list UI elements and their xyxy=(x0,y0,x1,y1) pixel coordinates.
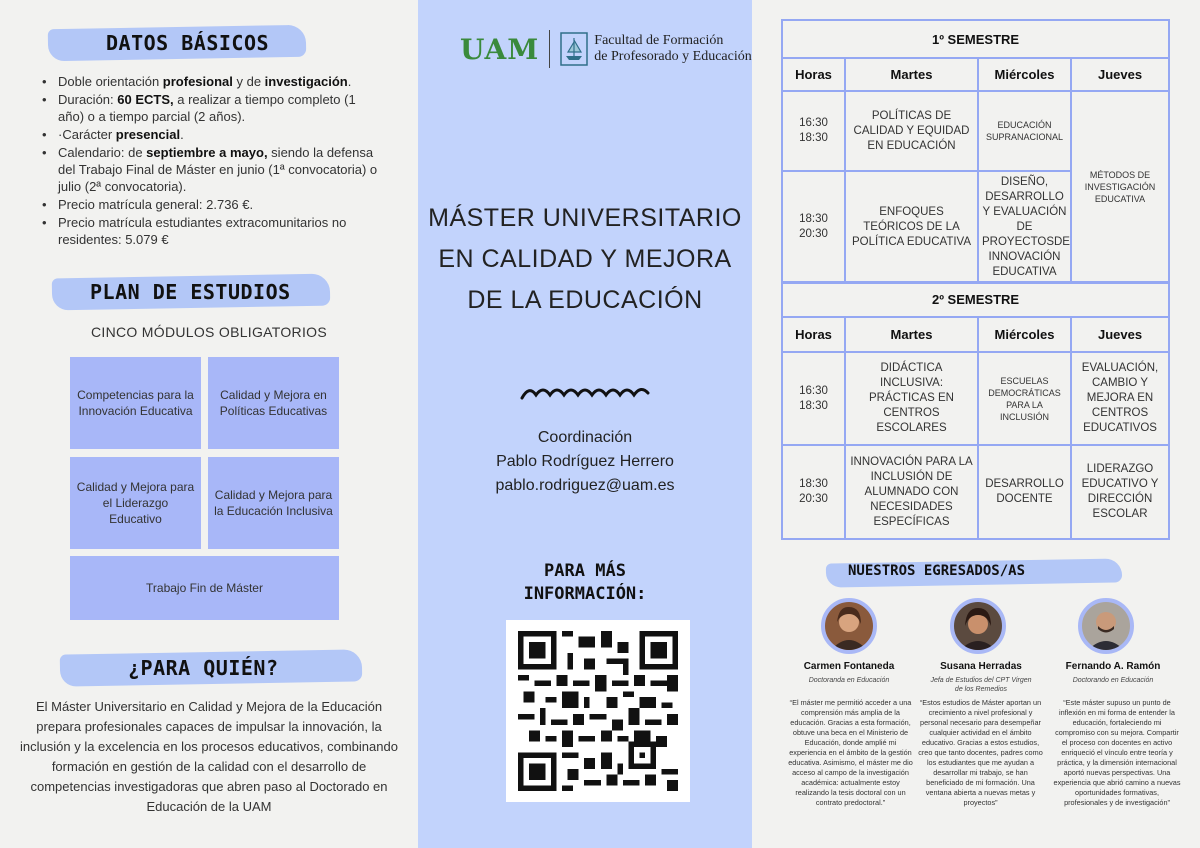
graduate-quote: “El máster me permitió acceder a una comprensión más amplia de la educación. Gracias a esta formación, obtuve una beca en el Ministerio de Educación, donde amplié mi experiencia en el ámbito de la gestión educativa. Asimismo, el máster me dio acceso al campo de la investigación académica: actualmente estoy realizando la tesis doctoral con un contrato predoctoral.” xyxy=(788,698,913,807)
table-cell: 16:30 18:30 xyxy=(782,352,845,445)
table-cell: 18:30 20:30 xyxy=(782,171,845,283)
header-jueves: Jueves xyxy=(1071,317,1169,352)
faculty-line1: Facultad de Formación xyxy=(594,33,724,48)
table-cell: DIDÁCTICA INCLUSIVA: PRÁCTICAS EN CENTROS ESCOLARES xyxy=(845,352,978,445)
squiggle-divider xyxy=(520,383,650,403)
schedule-sem2 xyxy=(781,281,1170,540)
module-innovacion: Competencias para la Innovación Educativa xyxy=(70,357,201,449)
module-tfm: Trabajo Fin de Máster xyxy=(70,556,339,620)
module-liderazgo: Calidad y Mejora para el Liderazgo Educativo xyxy=(70,457,201,549)
table-cell: DESARROLLO DOCENTE xyxy=(978,445,1071,539)
graduate-name: Fernando A. Ramón xyxy=(1065,661,1161,672)
avatar xyxy=(821,598,877,654)
qr-code-icon xyxy=(518,631,678,791)
table-cell: ESCUELAS DEMOCRÁTICAS PARA LA INCLUSIÓN xyxy=(978,352,1071,445)
table-cell: ENFOQUES TEÓRICOS DE LA POLÍTICA EDUCATIVA xyxy=(845,171,978,283)
uam-logo: UAM xyxy=(460,32,540,66)
center-column xyxy=(418,0,752,848)
coordination-block xyxy=(418,426,752,498)
coord-name: Pablo Rodríguez Herrero xyxy=(496,453,674,470)
person-icon xyxy=(1082,602,1130,650)
table-cell: INNOVACIÓN PARA LA INCLUSIÓN DE ALUMNADO CON NECESIDADES ESPECÍFICAS xyxy=(845,445,978,539)
table-cell: EVALUACIÓN, CAMBIO Y MEJORA EN CENTROS EDUCATIVOS xyxy=(1071,352,1169,445)
graduate-quote: “Este máster supuso un punto de inflexión en mi forma de entender la educación, fortaleciendo mi compromiso con su mejora. Compartir el proceso con docentes en activo enriqueció el vínculo entre teoría y práctica, y la dimensión internacional aportó nuevas perspectivas. Una experiencia que abrió camino a nuevas oportunidades formativas, profesionales y de investigación” xyxy=(1053,698,1181,807)
sem1-title: 1º SEMESTRE xyxy=(782,20,1169,58)
person-icon xyxy=(825,602,873,650)
left-column xyxy=(0,0,418,848)
paraquien-heading: ¿PARA QUIÉN? xyxy=(128,656,279,680)
uam-logo-block xyxy=(460,30,752,68)
coord-email[interactable]: pablo.rodriguez@uam.es xyxy=(495,477,675,494)
module-politicas: Calidad y Mejora en Políticas Educativas xyxy=(208,357,339,449)
modules-subheading: CINCO MÓDULOS OBLIGATORIOS xyxy=(91,324,327,340)
list-item: • Precio matrícula estudiantes extracomunitarios no residentes: 5.079 € xyxy=(40,214,380,248)
list-item: • Calendario: de septiembre a mayo, siendo la defensa del Trabajo Final de Máster en junio (1ª convocatoria) o julio (2ª convocatoria). xyxy=(40,144,380,195)
graduate-role: Doctoranda en Educación xyxy=(808,677,890,684)
graduate-name: Carmen Fontaneda xyxy=(803,661,895,672)
header-horas: Horas xyxy=(782,58,845,91)
plan-heading: PLAN DE ESTUDIOS xyxy=(90,280,291,304)
header-horas: Horas xyxy=(782,317,845,352)
datos-list xyxy=(40,73,380,249)
table-cell: POLÍTICAS DE CALIDAD Y EQUIDAD EN EDUCACIÓN xyxy=(845,91,978,171)
header-miercoles: Miércoles xyxy=(978,317,1071,352)
header-jueves: Jueves xyxy=(1071,58,1169,91)
table-cell: DISEÑO, DESARROLLO Y EVALUACIÓN DE PROYECTOSDE INNOVACIÓN EDUCATIVA xyxy=(978,171,1071,283)
paraquien-text: El Máster Universitario en Calidad y Mejora de la Educación prepara profesionales capaces de impulsar la innovación, la inclusión y la excelencia en los procesos educativos, combinando formación en gestión de la calidad con el desarrollo de competencias investigadoras que abren paso al Doctorado en Educación de la UAM xyxy=(20,699,398,814)
graduate-quote: “Estos estudios de Máster aportan un crecimiento a nivel profesional y personal necesario para desempeñar cualquier actividad en el ámbito educativo. Gracias a estos estudios, creo que tanto docentes, padres como los estudiantes que me ayudan a desarrollar mi trabajo, se han beneficiado de mi formación. Una ventana abierta a nuevas metas y proyectos” xyxy=(918,698,1043,807)
person-icon xyxy=(954,602,1002,650)
table-cell: MÉTODOS DE INVESTIGACIÓN EDUCATIVA xyxy=(1071,91,1169,283)
header-miercoles: Miércoles xyxy=(978,58,1071,91)
schedule-sem1 xyxy=(781,19,1170,284)
list-item: • Duración: 60 ECTS, a realizar a tiempo completo (1 año) o a tiempo parcial (2 años). xyxy=(40,91,380,125)
table-cell: EDUCACIÓN SUPRANACIONAL xyxy=(978,91,1071,171)
table-cell: 16:30 18:30 xyxy=(782,91,845,171)
header-martes: Martes xyxy=(845,317,978,352)
table-cell: LIDERAZGO EDUCATIVO Y DIRECCIÓN ESCOLAR xyxy=(1071,445,1169,539)
qr-code[interactable] xyxy=(506,620,690,802)
header-martes: Martes xyxy=(845,58,978,91)
list-item: • Doble orientación profesional y de investigación. xyxy=(40,73,380,90)
avatar xyxy=(950,598,1006,654)
graduate-role: Jefa de Estudios del CPT Virgen de los Remedios xyxy=(930,677,1032,693)
coord-label: Coordinación xyxy=(537,429,633,446)
faculty-line2: de Profesorado y Educación xyxy=(594,49,752,64)
faculty-name xyxy=(594,33,751,65)
ship-emblem-icon xyxy=(560,32,588,66)
graduate-role: Doctorando en Educación xyxy=(1072,677,1154,684)
graduates-heading: NUESTROS EGRESADOS/AS xyxy=(848,563,1026,579)
sem2-title: 2º SEMESTRE xyxy=(782,282,1169,317)
graduate-name: Susana Herradas xyxy=(940,661,1022,672)
table-cell: 18:30 20:30 xyxy=(782,445,845,539)
master-title: MÁSTER UNIVERSITARIO EN CALIDAD Y MEJORA DE LA EDUCACIÓN xyxy=(428,204,742,314)
datos-heading: DATOS BÁSICOS xyxy=(106,31,270,55)
module-inclusiva: Calidad y Mejora para la Educación Inclusiva xyxy=(208,457,339,549)
avatar xyxy=(1078,598,1134,654)
list-item: • Precio matrícula general: 2.736 €. xyxy=(40,196,380,213)
list-item: • ·Carácter presencial. xyxy=(40,126,380,143)
logo-divider xyxy=(549,30,550,68)
more-info-heading: PARA MÁS INFORMACIÓN: xyxy=(523,561,647,604)
